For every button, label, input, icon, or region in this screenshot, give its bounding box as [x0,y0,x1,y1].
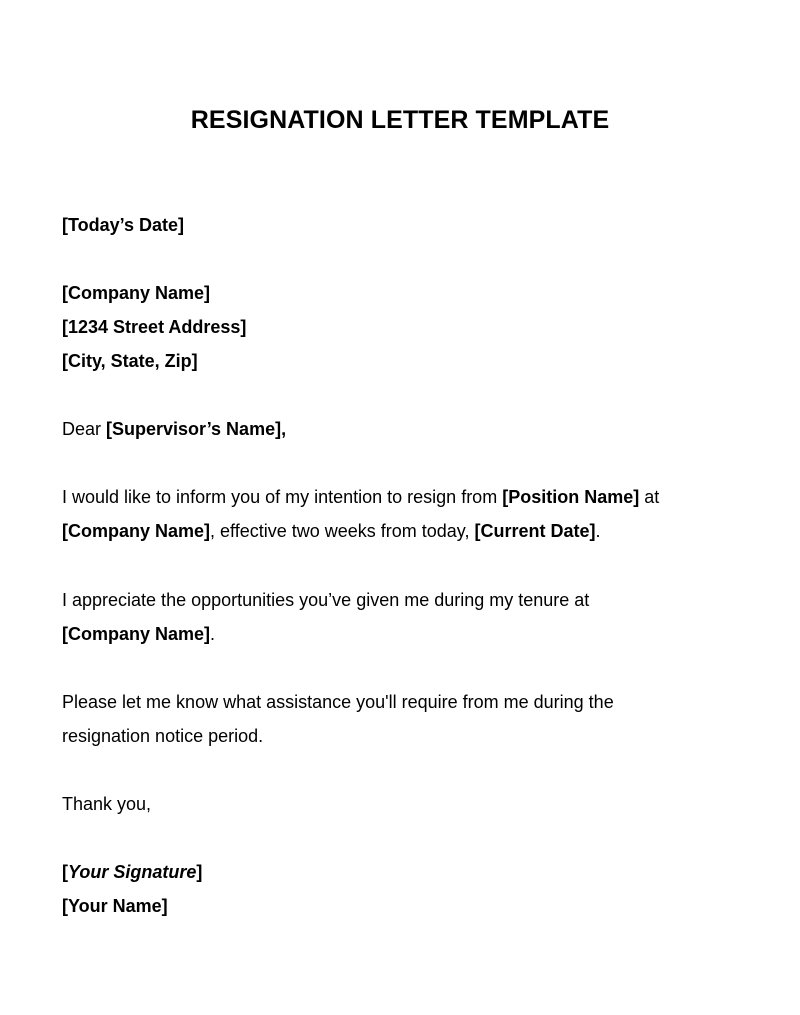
signature-bracket-open: [ [62,862,68,882]
position-name-placeholder: [Position Name] [502,487,640,507]
paragraph-1-line-1 [62,485,659,509]
signature-bracket-close: ] [196,862,203,882]
date-placeholder: [Today’s Date] [62,215,185,235]
closing: Thank you, [62,794,152,814]
paragraph-3-line-1: Please let me know what assistance you'll require from me during the [62,692,614,712]
current-date-placeholder: [Current Date] [474,521,596,541]
salutation [62,417,286,441]
paragraph-3-line-2: resignation notice period. [62,726,264,746]
your-name-placeholder: [Your Name] [62,896,168,916]
paragraph-2-line-2 [62,622,215,646]
paragraph-1-text: at [639,487,660,507]
paragraph-1-text: , effective two weeks from today, [210,521,475,541]
address-company: [Company Name] [62,283,211,303]
address-street: [1234 Street Address] [62,317,247,337]
salutation-prefix: Dear [62,419,107,439]
paragraph-2-text: . [210,624,216,644]
signature-placeholder [62,860,202,884]
address-city: [City, State, Zip] [62,351,198,371]
paragraph-1-text: . [595,521,601,541]
signature-text: Your Signature [68,862,197,882]
paragraph-2-line-1: I appreciate the opportunities you’ve given me during my tenure at [62,590,590,610]
page-title: RESIGNATION LETTER TEMPLATE [190,106,610,134]
paragraph-1-line-2 [62,519,601,543]
company-name-placeholder: [Company Name] [62,521,211,541]
company-name-placeholder: [Company Name] [62,624,211,644]
paragraph-1-text: I would like to inform you of my intention to resign from [62,487,503,507]
supervisor-name-placeholder: [Supervisor’s Name], [106,419,287,439]
